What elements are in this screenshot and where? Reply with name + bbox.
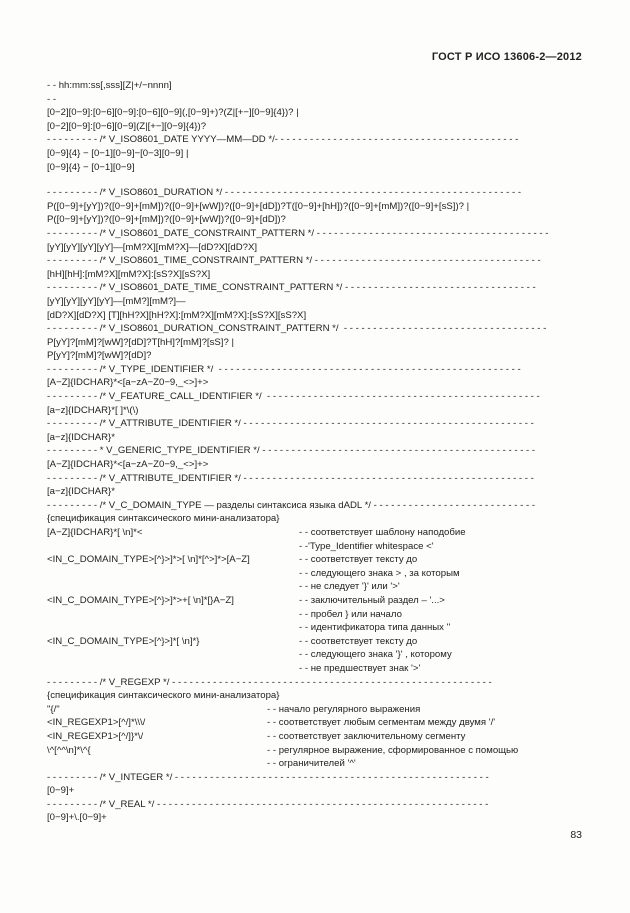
rule-comment: - - пробел } или начало: [299, 608, 402, 620]
code-line: - - - - - - - - - /* V_INTEGER */ - - - - - - - - - - - - - - - - - - - - - - - - - - - - - - - - - - - - - - - - - - - - - - - - - - - - - -: [47, 771, 489, 783]
rule-comment: - - начало регулярного выражения: [267, 703, 421, 715]
code-line: [0−9]{4} − [0−1][0−9]: [47, 161, 135, 173]
rule-pattern: <IN_REGEXP1>[^/]*\\\/: [47, 717, 146, 729]
rule-pattern: \^[^^\n]*\^{: [47, 744, 91, 756]
rule-comment: - -'Type_Identifier whitespace <': [299, 540, 434, 552]
rule-row: [47, 635, 587, 649]
rule-row: [47, 594, 587, 608]
code-line: [0−2][0−9]:[0−6][0−9]:[0−6][0−9](,[0−9]+)?(Z|[+−][0−9]{4})? |: [47, 107, 299, 119]
code-listing: [47, 79, 587, 825]
rule-row: [47, 553, 587, 567]
code-line: - - - - - - - - - /* V_ISO8601_DURATION_CONSTRAINT_PATTERN */ - - - - - - - - - - - - - - - - - - - - - - - - - - - - - - - - - - -: [47, 323, 547, 335]
rule-pattern: <IN_C_DOMAIN_TYPE>[^}>]*[ \n]*}: [47, 635, 200, 647]
code-line: [0−9]{4} − [0−1][0−9]−[0−3][0−9] |: [47, 147, 189, 159]
code-line: {спецификация синтаксического мини-анализатора}: [47, 513, 280, 525]
rule-row: [47, 608, 587, 622]
code-line: - - - - - - - - - /* V_FEATURE_CALL_IDENTIFIER */ - - - - - - - - - - - - - - - - - - - - - - - - - - - - - - - - - - - - - - - - - - - - - - -: [47, 391, 540, 403]
code-line: [0−9]+\.[0−9]+: [47, 812, 107, 824]
rule-row: [47, 580, 587, 594]
code-line: - - - - - - - - - /* V_ISO8601_DATE_CONSTRAINT_PATTERN */ - - - - - - - - - - - - - - - - - - - - - - - - - - - - - - - - - - - - - - - -: [47, 227, 549, 239]
standard-header: ГОСТ Р ИСО 13606-2—2012: [431, 51, 582, 63]
code-line: [dD?X][dD?X] [T][hH?X][hH?X]:[mM?X][mM?X]:[sS?X][sS?X]: [47, 309, 307, 321]
integer-real-block: [47, 771, 587, 825]
rule-row: [47, 703, 587, 717]
rule-comment: - - ограничителей '^': [267, 758, 356, 770]
code-line: - - - - - - - - - /* V_ISO8601_TIME_CONSTRAINT_PATTERN */ - - - - - - - - - - - - - - - - - - - - - - - - - - - - - - - - - - - - - - -: [47, 255, 541, 267]
rule-comment: - - идентификатора типа данных '': [299, 622, 451, 634]
code-line: P([0−9]+[yY])?([0−9]+[mM])?([0−9]+[wW])?([0−9]+[dD])?: [47, 214, 286, 226]
rule-comment: - - следующего знака '}' , которому: [299, 649, 452, 661]
code-line: [0−2][0−9]:[0−6][0−9](Z|[+−][0−9]{4})?: [47, 120, 207, 132]
code-line: - - - - - - - - - /* V_ISO8601_DATE_TIME_CONSTRAINT_PATTERN */ - - - - - - - - - - - - - - - - - - - - - - - - - - - - - - - - -: [47, 282, 536, 294]
code-line: - - - - - - - - - /* V_REAL */ - - - - - - - - - - - - - - - - - - - - - - - - - - - - - - - - - - - - - - - - - - - - - - - - - - - - - - - - -: [47, 798, 489, 810]
rule-pattern: <IN_C_DOMAIN_TYPE>[^}>]*>[ \n]*[^>]*>[A−Z]: [47, 554, 250, 566]
rule-row: [47, 662, 587, 676]
code-line: - - - - - - - - - /* V_C_DOMAIN_TYPE — разделы синтаксиса языка dADL */ - - - - - - - - - - - - - - - - - - - - - - - - - - - -: [47, 499, 536, 511]
code-line: [0−9]+: [47, 785, 75, 797]
regexp-rules: [47, 703, 587, 771]
regexp-header-block: [47, 676, 587, 703]
time-date-patterns-block: [47, 79, 587, 174]
rule-comment: - - следующего знака > , за которым: [299, 567, 460, 579]
rule-row: [47, 716, 587, 730]
code-line: - - - - - - - - - * V_GENERIC_TYPE_IDENTIFIER */ - - - - - - - - - - - - - - - - - - - - - - - - - - - - - - - - - - - - - - - - - - - - - - -: [47, 445, 536, 457]
code-line: [a−z]{IDCHAR}*: [47, 431, 115, 443]
code-line: [A−Z]{IDCHAR}*<[a−zA−Z0−9,_<>]+>: [47, 459, 209, 471]
code-line: [hH][hH]:[mM?X][mM?X]:[sS?X][sS?X]: [47, 268, 211, 280]
rule-comment: - - регулярное выражение, сформированное с помощью: [267, 744, 519, 756]
code-line: - - - - - - - - - /* V_ATTRIBUTE_IDENTIFIER */ - - - - - - - - - - - - - - - - - - - - - - - - - - - - - - - - - - - - - - - - - - - - - - - - - -: [47, 472, 534, 484]
code-line: P[yY]?[mM]?[wW]?[dD]?T[hH]?[mM]?[sS]? |: [47, 336, 234, 348]
rule-comment: - - соответствует тексту до: [299, 635, 418, 647]
code-line: - - - - - - - - - /* V_REGEXP */ - - - - - - - - - - - - - - - - - - - - - - - - - - - - - - - - - - - - - - - - - - - - - - - - - - - - - - -: [47, 676, 492, 688]
rule-comment: - - не следует '}' или '>': [299, 581, 400, 593]
code-line: - -: [47, 93, 57, 105]
rule-comment: - - соответствует любым сегментам между двумя '/': [267, 717, 496, 729]
code-line: {спецификация синтаксического мини-анализатора}: [47, 690, 280, 702]
page-number: 83: [570, 829, 582, 841]
blank-line: [47, 174, 587, 186]
rule-pattern: [A−Z]{IDCHAR}*[ \n]*<: [47, 527, 143, 538]
code-line: - - - - - - - - - /* V_TYPE_IDENTIFIER */ - - - - - - - - - - - - - - - - - - - - - - - - - - - - - - - - - - - - - - - - - - - - - - - - - - - -: [47, 363, 521, 375]
code-line: P[yY]?[mM]?[wW]?[dD]?: [47, 350, 152, 362]
code-line: - - hh:mm:ss[,sss][Z|+/−nnnn]: [47, 80, 172, 91]
c-domain-type-rules: [47, 526, 587, 676]
patterns-block: [47, 186, 587, 526]
rule-row: [47, 744, 587, 758]
rule-pattern: <IN_C_DOMAIN_TYPE>[^}>]*>+[ \n]*[}A−Z]: [47, 594, 234, 606]
code-line: P([0−9]+[yY])?([0−9]+[mM])?([0−9]+[wW])?([0−9]+[dD])?T([0−9]+[hH])?([0−9]+[mM])?([0−9]+[sS])? |: [47, 200, 470, 212]
rule-row: [47, 648, 587, 662]
rule-row: [47, 730, 587, 744]
code-line: [A−Z]{IDCHAR}*<[a−zA−Z0−9,_<>]+>: [47, 377, 209, 389]
code-line: [yY][yY][yY][yY]—[mM?][mM?]—: [47, 295, 186, 307]
code-line: [a−z]{IDCHAR}*: [47, 486, 115, 498]
rule-pattern: "{/": [47, 703, 60, 715]
code-line: - - - - - - - - - /* V_ISO8601_DURATION */ - - - - - - - - - - - - - - - - - - - - - - - - - - - - - - - - - - - - - - - - - - - - - - - - - - -: [47, 187, 522, 199]
code-line: - - - - - - - - - /* V_ISO8601_DATE YYYY—MM—DD */- - - - - - - - - - - - - - - - - - - - - - - - - - - - - - - - - - - - - - - - - -: [47, 134, 519, 146]
rule-pattern: <IN_REGEXP1>[^/]}*\/: [47, 730, 144, 742]
rule-row: [47, 540, 587, 554]
rule-row: [47, 526, 587, 540]
rule-comment: - - соответствует заключительному сегменту: [267, 730, 466, 742]
code-line: [a−z]{IDCHAR}*[ ]*\(\): [47, 404, 139, 416]
rule-comment: - - не предшествует знак '>': [299, 662, 421, 674]
rule-row: [47, 621, 587, 635]
rule-comment: - - заключительный раздел – '...>: [299, 594, 445, 606]
rule-comment: - - соответствует шаблону наподобие: [299, 527, 466, 538]
rule-comment: - - соответствует тексту до: [299, 554, 418, 566]
rule-row: [47, 567, 587, 581]
code-line: [yY][yY][yY][yY]—[mM?X][mM?X]—[dD?X][dD?X]: [47, 241, 258, 253]
rule-row: [47, 757, 587, 771]
code-line: - - - - - - - - - /* V_ATTRIBUTE_IDENTIFIER */ - - - - - - - - - - - - - - - - - - - - - - - - - - - - - - - - - - - - - - - - - - - - - - - - - -: [47, 418, 534, 430]
